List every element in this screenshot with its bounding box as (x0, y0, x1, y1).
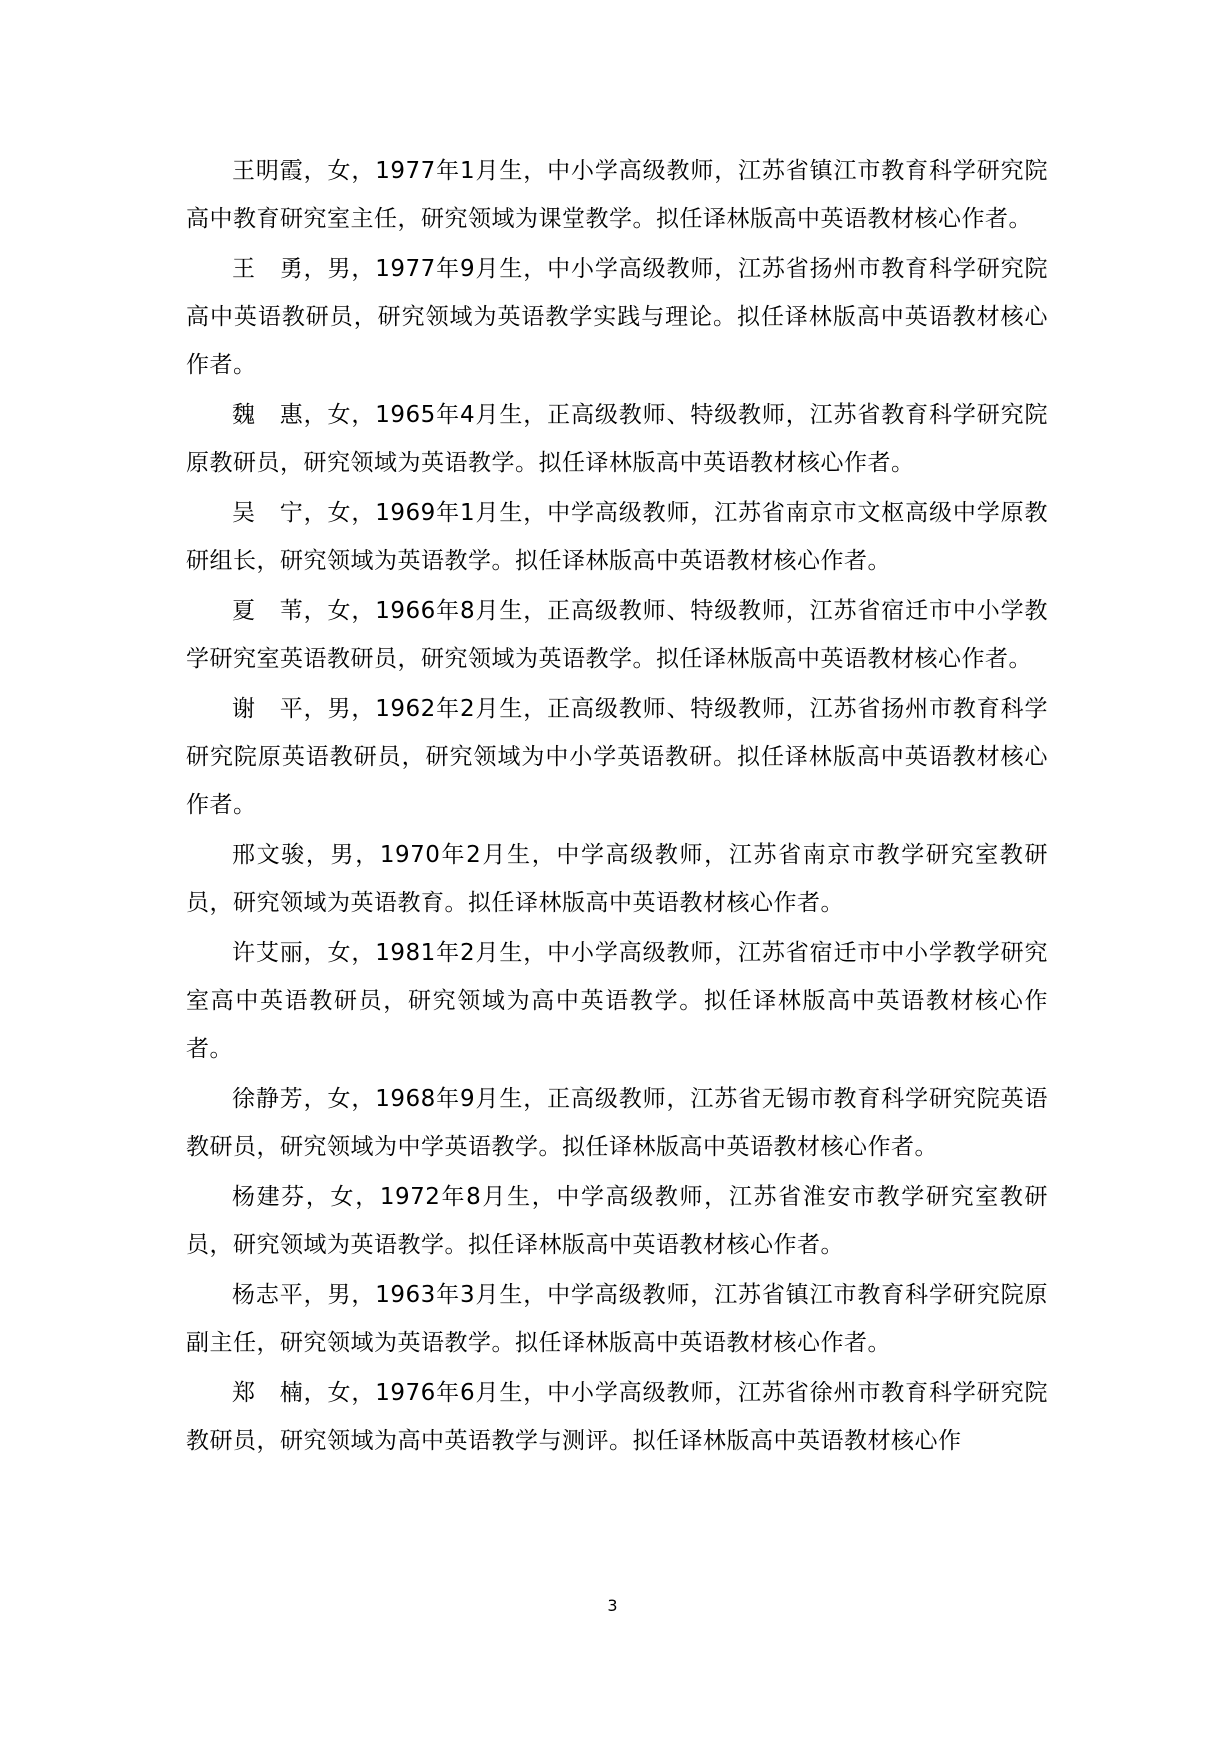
author-entry: 夏 苇，女，1966年8月生，正高级教师、特级教师，江苏省宿迁市中小学教学研究室英语教研员，研究领域为英语教学。拟任译林版高中英语教材核心作者。 (186, 598, 1048, 672)
author-entry: 郑 楠，女，1976年6月生，中小学高级教师，江苏省徐州市教育科学研究院教研员，研究领域为高中英语教学与测评。拟任译林版高中英语教材核心作 (186, 1380, 1048, 1454)
author-entry: 杨建芬，女，1972年8月生，中学高级教师，江苏省淮安市教学研究室教研员，研究领域为英语教学。拟任译林版高中英语教材核心作者。 (186, 1184, 1048, 1258)
author-entry: 谢 平，男，1962年2月生，正高级教师、特级教师，江苏省扬州市教育科学研究院原英语教研员，研究领域为中小学英语教研。拟任译林版高中英语教材核心作者。 (186, 696, 1048, 818)
page-number: 3 (607, 1596, 618, 1615)
author-entry: 邢文骏，男，1970年2月生，中学高级教师，江苏省南京市教学研究室教研员，研究领域为英语教育。拟任译林版高中英语教材核心作者。 (186, 842, 1048, 916)
author-entry: 王明霞，女，1977年1月生，中小学高级教师，江苏省镇江市教育科学研究院高中教育研究室主任，研究领域为课堂教学。拟任译林版高中英语教材核心作者。 (186, 158, 1048, 232)
author-entry: 杨志平，男，1963年3月生，中学高级教师，江苏省镇江市教育科学研究院原副主任，研究领域为英语教学。拟任译林版高中英语教材核心作者。 (186, 1282, 1048, 1356)
author-entry: 王 勇，男，1977年9月生，中小学高级教师，江苏省扬州市教育科学研究院高中英语教研员，研究领域为英语教学实践与理论。拟任译林版高中英语教材核心作者。 (186, 256, 1048, 378)
author-entry: 魏 惠，女，1965年4月生，正高级教师、特级教师，江苏省教育科学研究院原教研员，研究领域为英语教学。拟任译林版高中英语教材核心作者。 (186, 402, 1048, 476)
author-entry: 徐静芳，女，1968年9月生，正高级教师，江苏省无锡市教育科学研究院英语教研员，研究领域为中学英语教学。拟任译林版高中英语教材核心作者。 (186, 1086, 1048, 1160)
author-entries (186, 147, 1048, 1467)
author-entry: 许艾丽，女，1981年2月生，中小学高级教师，江苏省宿迁市中小学教学研究室高中英语教研员，研究领域为高中英语教学。拟任译林版高中英语教材核心作者。 (186, 940, 1048, 1062)
author-entry: 吴 宁，女，1969年1月生，中学高级教师，江苏省南京市文枢高级中学原教研组长，研究领域为英语教学。拟任译林版高中英语教材核心作者。 (186, 500, 1048, 574)
